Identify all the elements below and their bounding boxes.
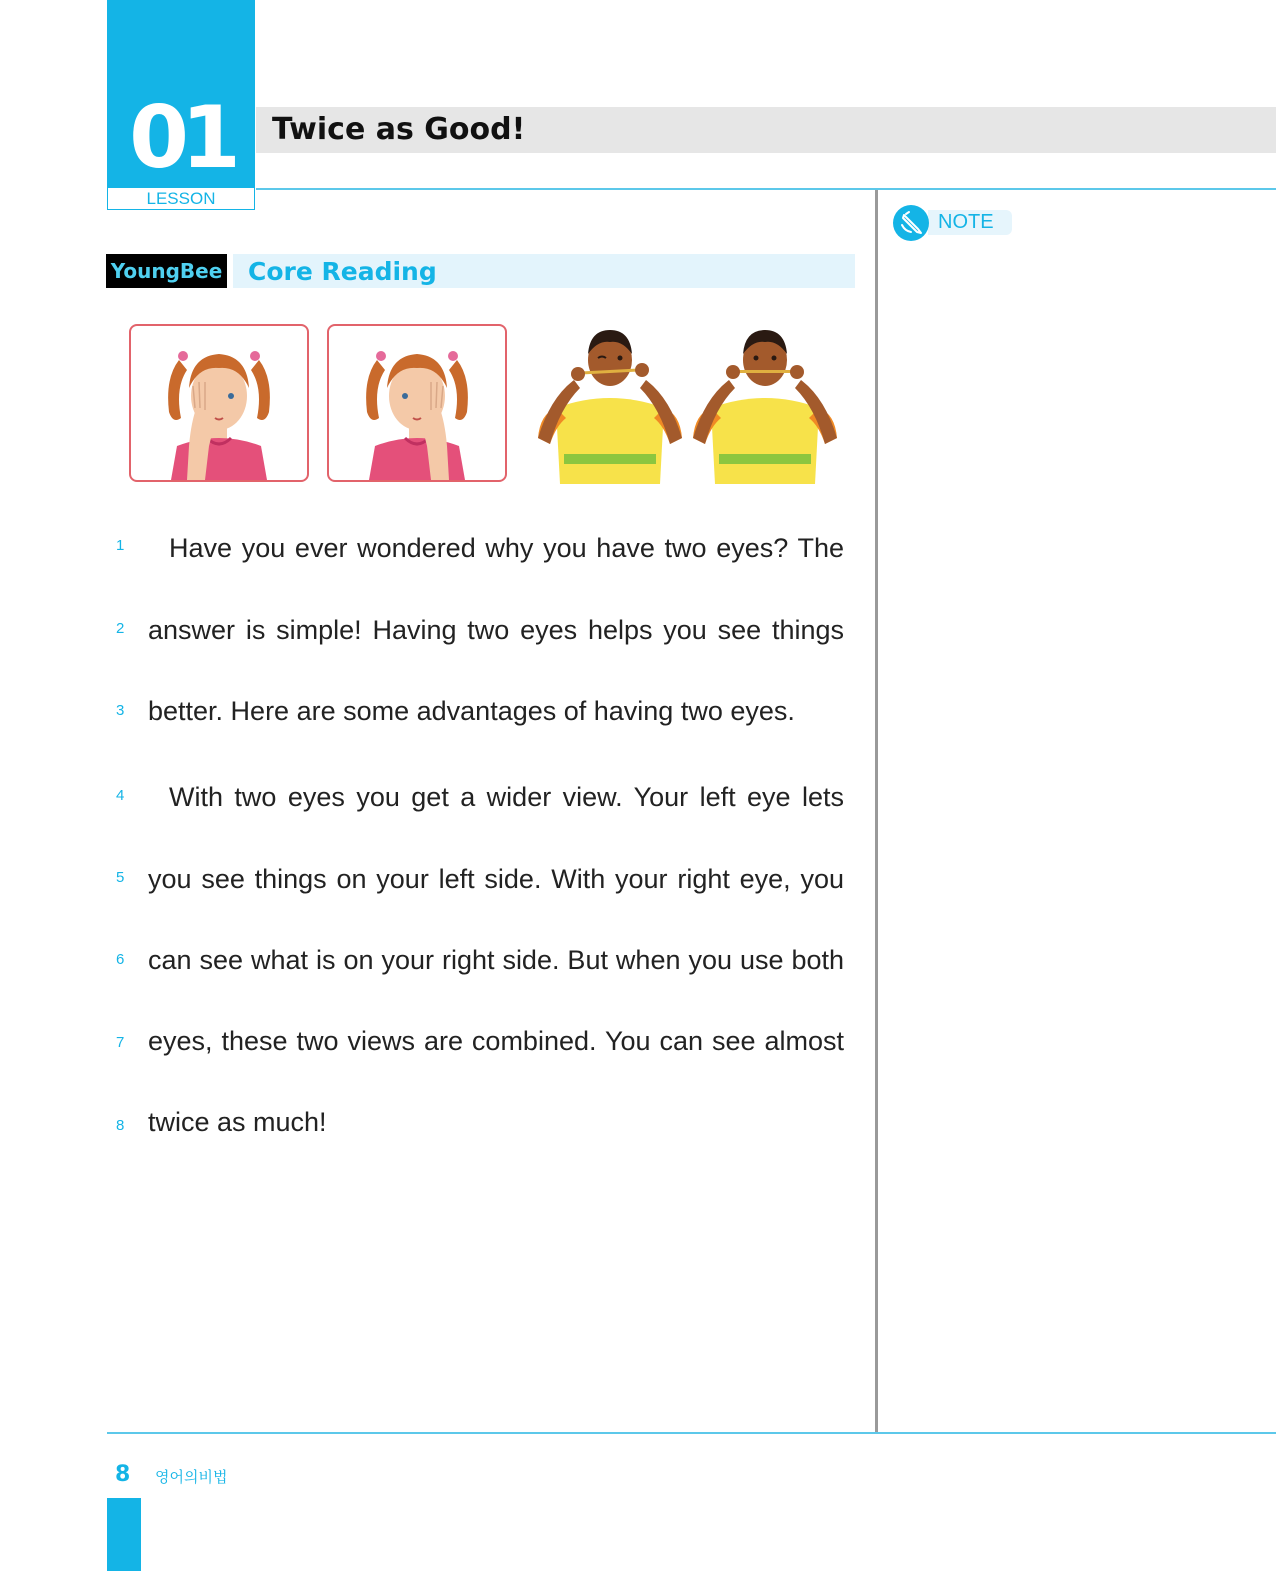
lesson-label: LESSON [107, 188, 255, 210]
section-heading: Core Reading [248, 257, 437, 286]
reading-line: With two eyes you get a wider view. Your left eye lets [169, 782, 844, 812]
page-number: 8 [115, 1462, 131, 1487]
boy-holding-pencil-illustration [685, 318, 845, 484]
column-divider [875, 190, 878, 1433]
top-rule [256, 188, 1276, 190]
line-number: 2 [116, 620, 125, 637]
line-number: 7 [116, 1034, 125, 1051]
reading-line: eyes, these two views are combined. You can see almost [148, 1026, 844, 1056]
line-number: 1 [116, 537, 125, 554]
girl-covering-right-eye-illustration [327, 324, 507, 482]
book-title: 영어의비법 [155, 1468, 228, 1486]
footer-tab [107, 1498, 141, 1571]
lesson-number: 01 [129, 88, 233, 188]
line-number: 3 [116, 702, 125, 719]
girl-covering-left-eye-illustration [129, 324, 309, 482]
line-number: 8 [116, 1117, 125, 1134]
pencil-hand-icon [893, 205, 929, 241]
page-title: Twice as Good! [272, 112, 526, 147]
reading-line: can see what is on your right side. But when you use both [148, 945, 844, 975]
line-number: 5 [116, 869, 125, 886]
reading-line: better. Here are some advantages of having two eyes. [148, 696, 795, 726]
note-label: NOTE [938, 211, 994, 233]
reading-line: answer is simple! Having two eyes helps you see things [148, 615, 844, 645]
reading-line: twice as much! [148, 1107, 327, 1137]
boy-winking-holding-pencil-illustration [530, 318, 690, 484]
bottom-rule [107, 1432, 1276, 1434]
line-number: 6 [116, 951, 125, 968]
brand-label: YoungBee [110, 259, 223, 283]
line-number: 4 [116, 787, 125, 804]
reading-line: you see things on your left side. With your right eye, you [148, 864, 844, 894]
reading-line: Have you ever wondered why you have two eyes? The [169, 533, 844, 563]
